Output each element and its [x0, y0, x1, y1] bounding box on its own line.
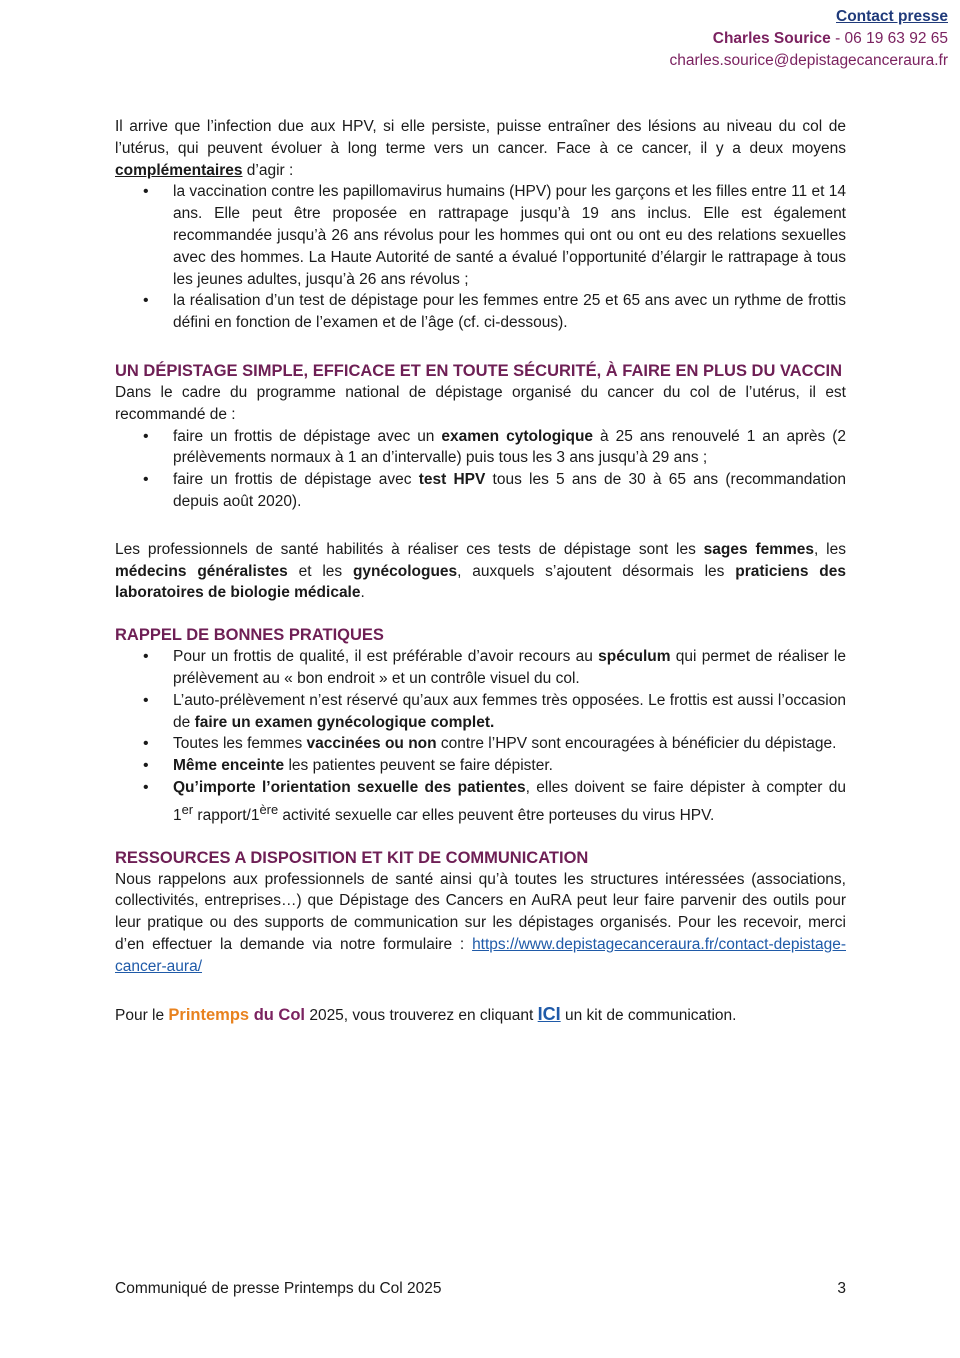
intro-paragraph [115, 116, 846, 181]
section-heading-bonnes-pratiques: RAPPEL DE BONNES PRATIQUES [115, 626, 384, 645]
contact-name-line [669, 28, 948, 50]
page-footer [115, 1280, 846, 1298]
list-item: • L’auto-prélèvement n’est réservé qu’aux aux femmes très opposées. Le frottis est aussi l’occasion de faire un examen gynécologique complet. [115, 690, 846, 734]
list-item: • faire un frottis de dépistage avec test HPV tous les 5 ans de 30 à 65 ans (recommandation depuis août 2020). [115, 469, 846, 513]
document-body [115, 116, 846, 1026]
page-number: 3 [837, 1280, 846, 1297]
contact-form-link[interactable]: https://www.depistagecanceraura.fr/contact-depistage-cancer-aura/ [115, 936, 846, 975]
du-col-word: du Col [249, 1005, 306, 1024]
press-contact [669, 6, 948, 72]
footer-title: Communiqué de presse Printemps du Col 2025 [115, 1280, 442, 1297]
printemps-word: Printemps [168, 1005, 250, 1024]
section1-paragraph: Dans le cadre du programme national de dépistage organisé du cancer du col de l’utérus, il est recommandé de : [115, 383, 846, 423]
intro-text-end: d’agir : [242, 161, 294, 179]
section-heading-ressources: RESSOURCES A DISPOSITION ET KIT DE COMMUNICATION [115, 848, 589, 867]
contact-email[interactable]: charles.sourice@depistagecanceraura.fr [669, 52, 948, 69]
contact-name: Charles Sourice [712, 30, 831, 47]
list-item: • Qu’importe l’orientation sexuelle des patientes, elles doivent se faire dépister à compter du 1er rapport/1ère activité sexuelle car elles peuvent être porteuses du virus HPV. [115, 777, 846, 827]
intro-list [115, 181, 846, 334]
intro-text: Il arrive que l’infection due aux HPV, si elle persiste, puisse entraîner des lésions au niveau du col de l’utérus, qui peuvent évoluer à long terme vers un cancer. Face à ce cancer, il y a deux moyens [115, 118, 846, 157]
list-item: • Toutes les femmes vaccinées ou non contre l’HPV sont encouragées à bénéficier du dépistage. [115, 733, 846, 755]
kit-paragraph: Pour le Printemps du Col 2025, vous trouverez en cliquant ICI un kit de communication. [115, 1003, 737, 1024]
contact-phone: - 06 19 63 92 65 [830, 30, 948, 47]
list-item: • Même enceinte les patientes peuvent se faire dépister. [115, 755, 846, 777]
kit-link-ici[interactable]: ICI [537, 1003, 561, 1024]
intro-emphasis: complémentaires [115, 161, 243, 179]
section1-list [115, 426, 846, 513]
list-item: • la vaccination contre les papillomavirus humains (HPV) pour les garçons et les filles entre 11 et 14 ans. Elle peut être proposée en rattrapage jusqu’à 19 ans inclus. Elle est également recommandée jusqu’à 26 ans révolus pour les hommes qui ont ou ont eu des relations sexuelles avec des hommes. La Haute Autorité de santé a évalué l’opportunité d’élargir le rattrapage à tous les jeunes adultes, jusqu’à 26 ans révolus ; [115, 181, 846, 290]
section2-list [115, 646, 846, 827]
contact-title: Contact presse [836, 8, 948, 25]
list-item: • Pour un frottis de qualité, il est préférable d’avoir recours au spéculum qui permet de réaliser le prélèvement au « bon endroit » et un contrôle visuel du col. [115, 646, 846, 690]
resources-paragraph: Nous rappelons aux professionnels de santé ainsi qu’à toutes les structures intéressées (associations, collectivités, entreprises…) que Dépistage des Cancers en AuRA peut leur faire parvenir des outils pour leur pratique ou des supports de communication sur les dépistages organisés. Pour les recevoir, merci d’en effectuer la demande via notre formulaire : https://www.depistagecanceraura.fr/contact-depistage-cancer-aura/ [115, 870, 846, 975]
list-item: • la réalisation d’un test de dépistage pour les femmes entre 25 et 65 ans avec un rythme de frottis défini en fonction de l’examen et de l’âge (cf. ci-dessous). [115, 290, 846, 334]
professionals-paragraph: Les professionnels de santé habilités à réaliser ces tests de dépistage sont les sages femmes, les médecins généralistes et les gynécologues, auxquels s’ajoutent désormais les praticiens des laboratoires de biologie médicale. [115, 540, 846, 602]
list-item: • faire un frottis de dépistage avec un examen cytologique à 25 ans renouvelé 1 an après (2 prélèvements normaux à 1 an d’intervalle) puis tous les 3 ans jusqu’à 29 ans ; [115, 426, 846, 470]
section-heading-depistage: UN DÉPISTAGE SIMPLE, EFFICACE ET EN TOUTE SÉCURITÉ, À FAIRE EN PLUS DU VACCIN [115, 361, 842, 380]
